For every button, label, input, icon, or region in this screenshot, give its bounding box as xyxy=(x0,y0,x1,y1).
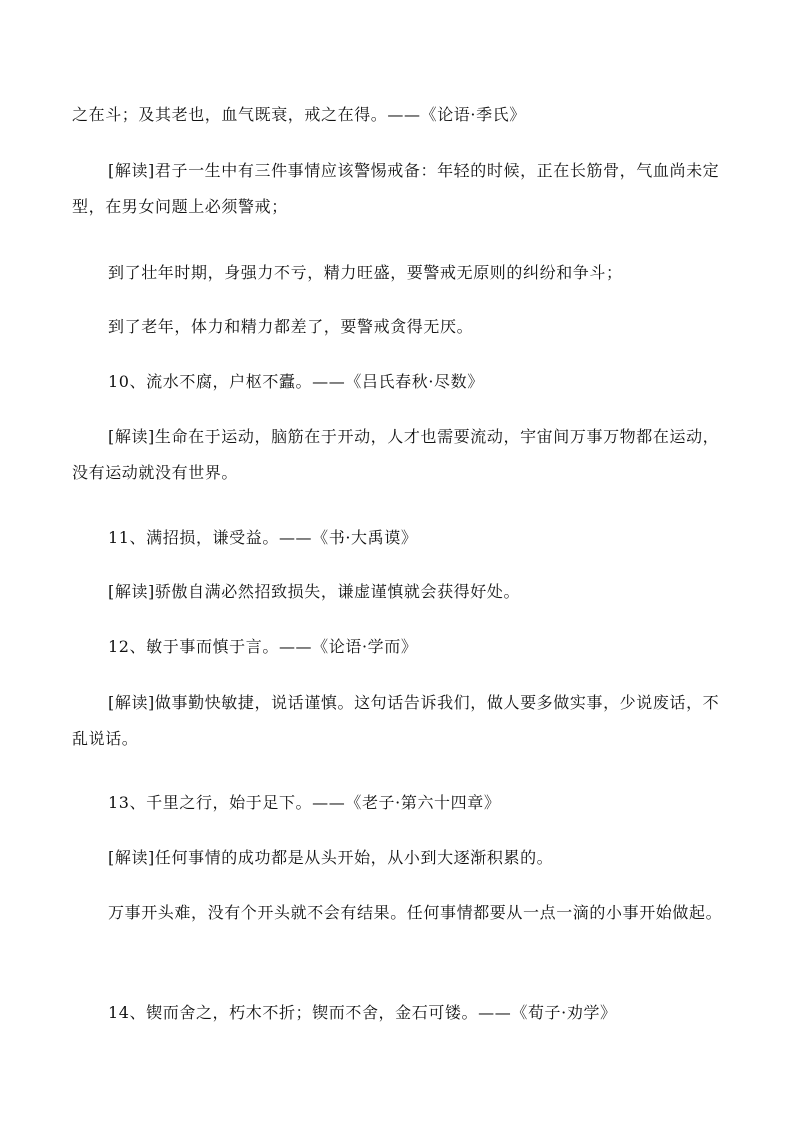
quote-13-journey-thousand-li: 13、千里之行，始于足下。——《老子·第六十四章》 xyxy=(108,793,501,812)
quote-11-pride-humility: 11、满招损，谦受益。——《书·大禹谟》 xyxy=(108,528,418,547)
interpretation-11: [解读]骄傲自满必然招致损失，谦虚谨慎就会获得好处。 xyxy=(108,582,521,601)
interpretation-junzi-three-warnings: [解读]君子一生中有三件事情应该警惕戒备：年轻的时候，正在长筋骨，气血尚未定型，在男女问题上必须警戒； xyxy=(72,161,720,216)
quote-12-quick-in-deeds: 12、敏于事而慎于言。——《论语·学而》 xyxy=(108,637,418,656)
paragraph-lunyu-jishi-ending: 之在斗；及其老也，血气既衰，戒之在得。——《论语·季氏》 xyxy=(72,105,526,124)
paragraph-prime-of-life: 到了壮年时期，身强力不亏，精力旺盛，要警戒无原则的纠纷和争斗； xyxy=(108,263,623,282)
paragraph-beginnings-hard: 万事开头难，没有个开头就不会有结果。任何事情都要从一点一滴的小事开始做起。 xyxy=(108,903,723,922)
interpretation-13: [解读]任何事情的成功都是从头开始，从小到大逐渐积累的。 xyxy=(108,848,554,867)
interpretation-10: [解读]生命在于运动，脑筋在于开动，人才也需要流动，宇宙间万事万物都在运动，没有运动就没有世界。 xyxy=(72,427,720,482)
quote-10-flowing-water: 10、流水不腐，户枢不蠹。——《吕氏春秋·尽数》 xyxy=(108,372,484,391)
interpretation-12: [解读]做事勤快敏捷，说话谨慎。这句话告诉我们，做人要多做实事，少说废话，不乱说话。 xyxy=(72,693,720,748)
quote-14-xunzi-quanxue: 14、锲而舍之，朽木不折；锲而不舍，金石可镂。——《荀子·劝学》 xyxy=(108,1003,617,1022)
paragraph-old-age: 到了老年，体力和精力都差了，要警戒贪得无厌。 xyxy=(108,317,474,336)
